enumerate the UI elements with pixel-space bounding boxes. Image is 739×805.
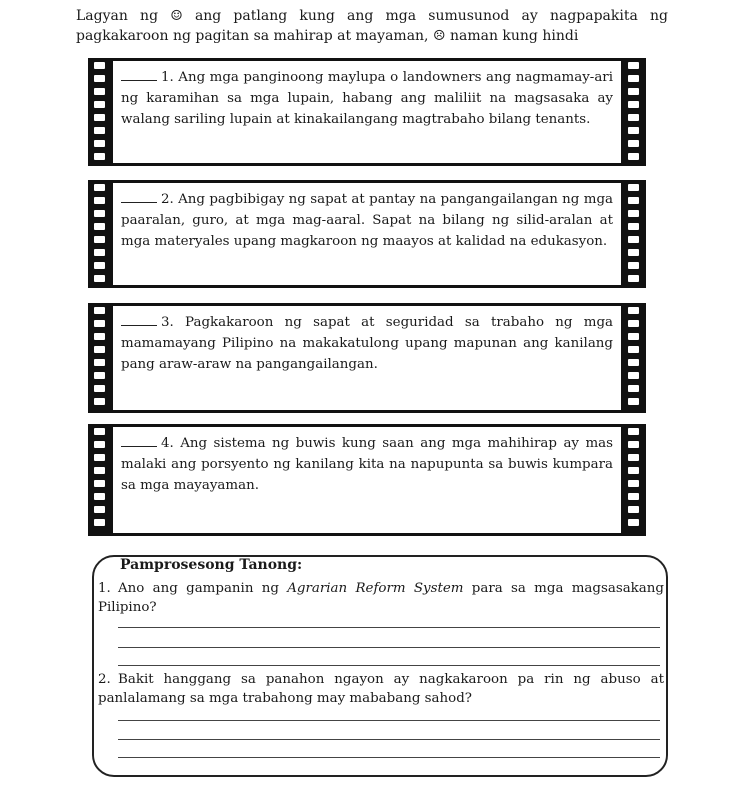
item-text-3: 3. Pagkakaroon ng sapat at seguridad sa trabaho ng mga mamamayang Pilipino na makakatulong upang mapunan ang kanilang pang araw-araw na pangangailangan.: [121, 315, 613, 372]
item-frame: [113, 61, 621, 163]
answer-blank-3[interactable]: [121, 312, 157, 326]
item-text-2: 2. Ang pagbibigay ng sapat at pantay na pangangailangan ng mga paaralan, guro, at mga mag-aaral. Sapat na bilang ng silid-aralan at mga materyales upang magkaroon ng maayos at kalidad na edukasyon.: [121, 192, 613, 249]
question-1-emphasis: Agrarian Reform System: [287, 581, 464, 596]
film-hole: [628, 441, 639, 448]
sad-icon: ☹: [432, 28, 446, 44]
film-hole: [94, 223, 105, 230]
film-hole: [628, 262, 639, 269]
film-hole: [628, 88, 639, 95]
film-hole: [94, 359, 105, 366]
film-hole: [94, 506, 105, 513]
film-hole: [628, 275, 639, 282]
answer-blank-2[interactable]: [121, 189, 157, 203]
film-hole: [94, 320, 105, 327]
film-hole: [628, 197, 639, 204]
film-hole: [94, 519, 105, 526]
answer-blank-1[interactable]: [121, 67, 157, 81]
instructions-text-a: Lagyan ng: [76, 8, 171, 24]
film-hole: [94, 428, 105, 435]
film-hole: [94, 454, 105, 461]
answer-line[interactable]: [118, 665, 660, 666]
film-hole: [628, 359, 639, 366]
film-hole: [94, 197, 105, 204]
film-hole: [94, 184, 105, 191]
film-hole: [628, 506, 639, 513]
film-hole: [628, 467, 639, 474]
instructions: [76, 6, 668, 46]
item-text-4: 4. Ang sistema ng buwis kung saan ang mga mahihirap ay mas malaki ang porsyento ng kanilang kita na napupunta sa buwis kumpara sa mga mayayaman.: [121, 436, 613, 493]
film-hole: [628, 454, 639, 461]
film-hole: [94, 75, 105, 82]
film-perforations: [625, 180, 643, 288]
answer-line[interactable]: [118, 647, 660, 648]
film-perforations: [91, 58, 109, 166]
film-hole: [94, 262, 105, 269]
question-2-text: Bakit hanggang sa panahon ngayon ay nagkakaroon pa rin ng abuso at panlalamang sa mga trabahong may mababang sahod?: [98, 672, 664, 706]
question-1-number: 1.: [98, 581, 111, 596]
film-perforations: [625, 303, 643, 413]
item-frame: [113, 306, 621, 410]
question-1-text-b: para sa mga magsasakang Pilipino?: [98, 581, 664, 615]
item-text-1: 1. Ang mga panginoong maylupa o landowners ang nagmamay-ari ng karamihan sa mga lupain, habang ang maliliit na magsasaka ay walang sariling lupain at kinakailangang magtrabaho bilang tenants.: [121, 70, 613, 127]
film-hole: [628, 480, 639, 487]
film-hole: [628, 428, 639, 435]
film-hole: [628, 398, 639, 405]
question-1-text-a: Ano ang gampanin ng: [118, 581, 288, 596]
film-hole: [628, 75, 639, 82]
answer-line[interactable]: [118, 757, 660, 758]
film-hole: [628, 62, 639, 69]
film-hole: [94, 307, 105, 314]
film-hole: [628, 236, 639, 243]
filmstrip-item-4: [88, 424, 646, 536]
filmstrip-item-3: [88, 303, 646, 413]
film-hole: [628, 210, 639, 217]
film-hole: [94, 236, 105, 243]
film-hole: [94, 480, 105, 487]
film-hole: [628, 307, 639, 314]
item-frame: [113, 427, 621, 533]
film-perforations: [91, 180, 109, 288]
film-perforations: [625, 424, 643, 536]
answer-line[interactable]: [118, 739, 660, 740]
film-hole: [628, 101, 639, 108]
question-2-number: 2.: [98, 672, 111, 687]
film-perforations: [625, 58, 643, 166]
film-hole: [94, 249, 105, 256]
film-hole: [94, 275, 105, 282]
answer-line[interactable]: [118, 627, 660, 628]
film-hole: [94, 467, 105, 474]
film-hole: [94, 101, 105, 108]
film-hole: [94, 88, 105, 95]
film-hole: [94, 333, 105, 340]
film-hole: [628, 493, 639, 500]
film-hole: [94, 398, 105, 405]
film-hole: [628, 320, 639, 327]
film-hole: [94, 127, 105, 134]
film-hole: [94, 441, 105, 448]
film-hole: [94, 372, 105, 379]
film-hole: [94, 210, 105, 217]
filmstrip-item-1: [88, 58, 646, 166]
smile-icon: ☺: [170, 8, 183, 24]
film-hole: [628, 346, 639, 353]
question-1: [98, 579, 664, 617]
film-hole: [94, 346, 105, 353]
film-hole: [628, 153, 639, 160]
film-hole: [628, 127, 639, 134]
film-hole: [628, 519, 639, 526]
film-hole: [628, 184, 639, 191]
film-hole: [628, 372, 639, 379]
film-hole: [94, 62, 105, 69]
question-2: [98, 670, 664, 708]
film-hole: [94, 114, 105, 121]
questions-title: Pamprosesong Tanong:: [120, 557, 303, 573]
item-frame: [113, 183, 621, 285]
film-hole: [628, 223, 639, 230]
film-hole: [628, 249, 639, 256]
instructions-text-c: naman kung hindi: [445, 28, 579, 44]
film-perforations: [91, 303, 109, 413]
film-hole: [628, 114, 639, 121]
film-hole: [94, 140, 105, 147]
instructions-text-b: ang patlang kung ang mga sumusunod ay nagpapakita ng pagkakaroon ng pagitan sa mahirap at mayaman,: [76, 8, 668, 44]
film-hole: [628, 385, 639, 392]
answer-line[interactable]: [118, 720, 660, 721]
film-hole: [628, 140, 639, 147]
film-perforations: [91, 424, 109, 536]
answer-blank-4[interactable]: [121, 433, 157, 447]
film-hole: [94, 385, 105, 392]
film-hole: [628, 333, 639, 340]
film-hole: [94, 153, 105, 160]
film-hole: [94, 493, 105, 500]
filmstrip-item-2: [88, 180, 646, 288]
